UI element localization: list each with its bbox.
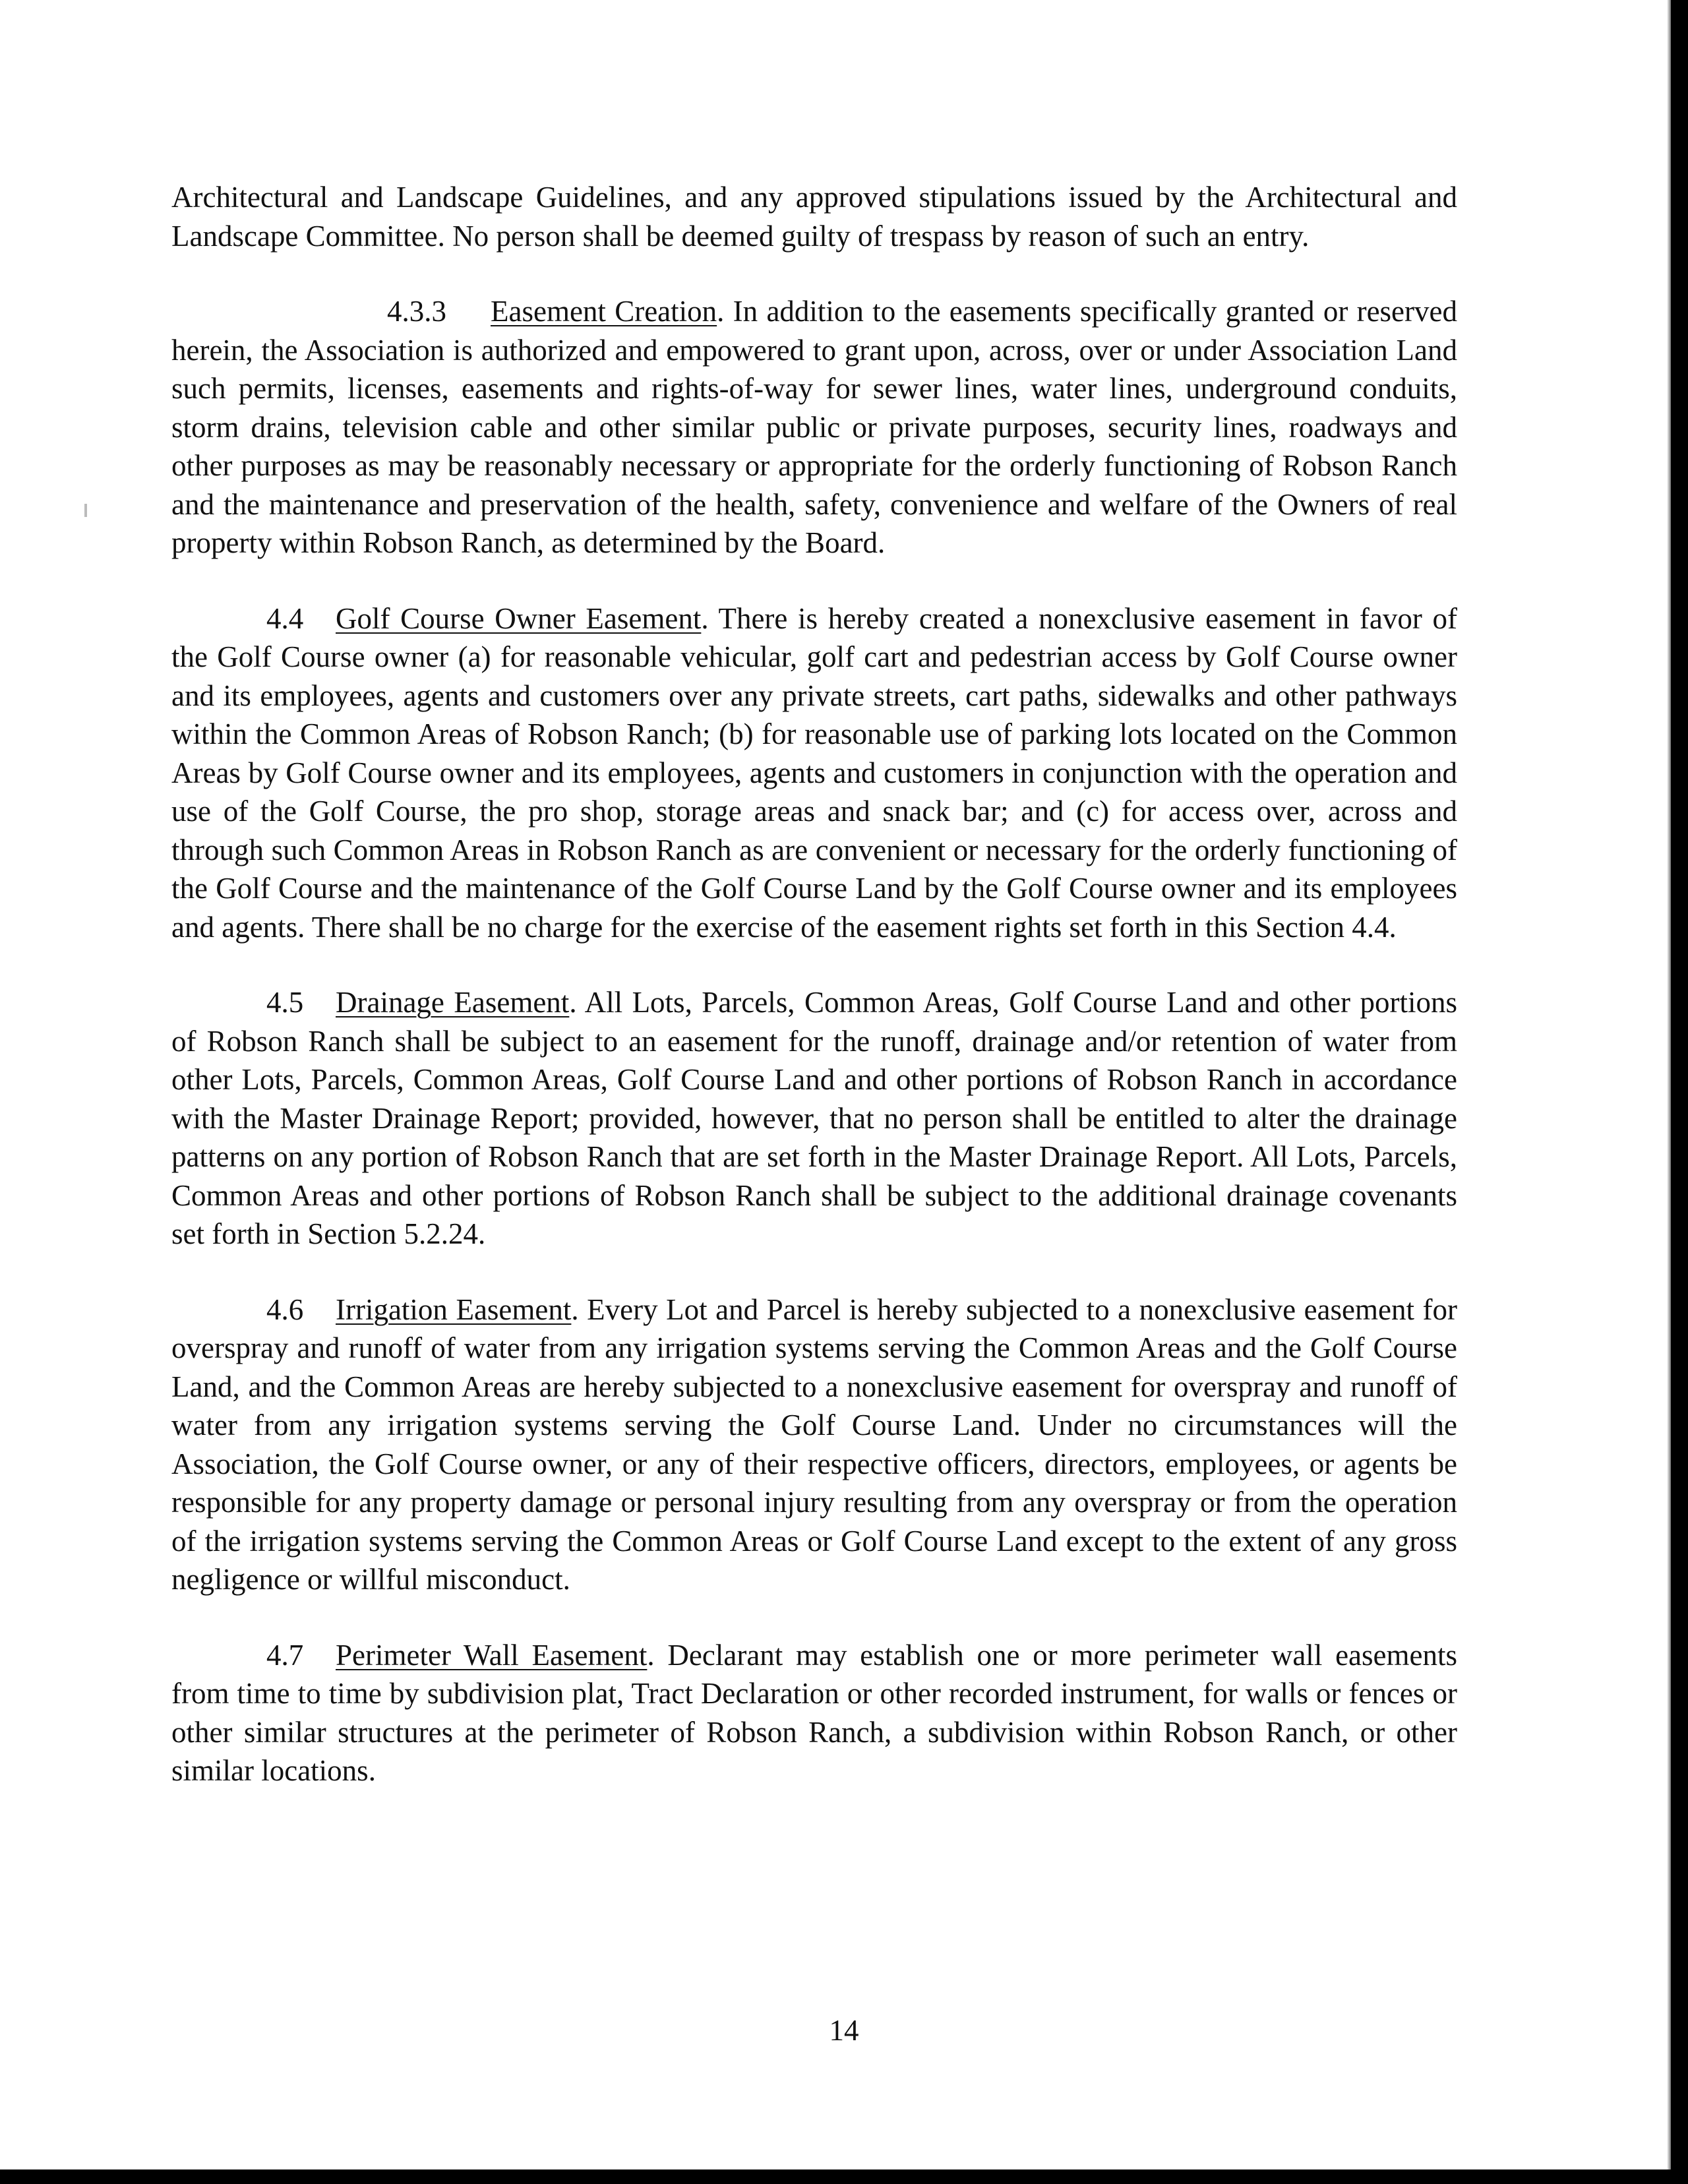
section-caption: Drainage Easement — [336, 986, 570, 1019]
page-number: 14 — [829, 2014, 859, 2047]
section-4-6 — [171, 1290, 1457, 1599]
paragraph-gap — [171, 1599, 1457, 1636]
section-number: 4.5 — [266, 986, 304, 1019]
section-4-5 — [171, 983, 1457, 1254]
section-number: 4.4 — [266, 601, 304, 635]
scan-speck — [84, 504, 87, 517]
section-body: . All Lots, Parcels, Common Areas, Golf Course Land and other portions of Robson Ranch shall be subject to an easement for the runoff, drainage and/or retention of water from other Lots, Parcels, Common Areas, Golf Course Land and other portions of Robson Ranch in accordance with the Master Drainage Report; provided, however, that no person shall be entitled to alter the drainage patterns on any portion of Robson Ranch that are set forth in the Master Drainage Report. All Lots, Parcels, Common Areas and other portions of Robson Ranch shall be subject to the additional drainage covenants set forth in Section 5.2.24. — [171, 986, 1457, 1250]
paragraph-gap — [171, 946, 1457, 983]
section-body: . In addition to the easements specifically granted or reserved herein, the Association is authorized and empowered to grant upon, across, over or under Association Land such permits, licenses, easements and rights-of-way for sewer lines, water lines, underground conduits, storm drains, television cable and other similar public or private purposes, security lines, roadways and other purposes as may be reasonably necessary or appropriate for the orderly functioning of Robson Ranch and the maintenance and preservation of the health, safety, convenience and welfare of the Owners of real property within Robson Ranch, as determined by the Board. — [171, 295, 1457, 559]
section-caption: Perimeter Wall Easement — [336, 1638, 648, 1672]
section-caption: Easement Creation — [491, 295, 717, 328]
section-4-3-3 — [171, 292, 1457, 562]
paragraph-gap — [171, 1254, 1457, 1290]
document-body — [171, 178, 1457, 1790]
section-caption: Golf Course Owner Easement — [336, 601, 702, 635]
section-body: . There is hereby created a nonexclusive easement in favor of the Golf Course owner (a) for reasonable vehicular, golf cart and pedestrian access by Golf Course owner and its employees, agents and customers over any private streets, cart paths, sidewalks and other pathways within the Common Areas of Robson Ranch; (b) for reasonable use of parking lots located on the Common Areas by Golf Course owner and its employees, agents and customers in conjunction with the operation and use of the Golf Course, the pro shop, storage areas and snack bar; and (c) for access over, across and through such Common Areas in Robson Ranch as are convenient or necessary for the orderly functioning of the Golf Course and the maintenance of the Golf Course Land by the Golf Course owner and its employees and agents. There shall be no charge for the exercise of the easement rights set forth in this Section 4.4. — [171, 601, 1457, 944]
paragraph-gap — [171, 562, 1457, 599]
section-number: 4.6 — [266, 1292, 304, 1326]
paragraph-gap — [171, 255, 1457, 292]
paragraph-continuation: Architectural and Landscape Guidelines, and any approved stipulations issued by the Architectural and Landscape Committee. No person shall be deemed guilty of trespass by reason of such an entry. — [171, 181, 1457, 253]
scan-edge-right — [1671, 0, 1688, 2184]
section-number: 4.7 — [266, 1638, 304, 1672]
section-body: . Every Lot and Parcel is hereby subjected to a nonexclusive easement for overspray and runoff of water from any irrigation systems serving the Common Areas and the Golf Course Land, and the Common Areas are hereby subjected to a nonexclusive easement for overspray and runoff of water from any irrigation systems serving the Golf Course Land. Under no circumstances will the Association, the Golf Course owner, or any of their respective officers, directors, employees, or agents be responsible for any property damage or personal injury resulting from any overspray or from the operation of the irrigation systems serving the Common Areas or Golf Course Land except to the extent of any gross negligence or willful misconduct. — [171, 1292, 1457, 1596]
section-caption: Irrigation Easement — [336, 1292, 572, 1326]
section-body: . Declarant may establish one or more perimeter wall easements from time to time by subdivision plat, Tract Declaration or other recorded instrument, for walls or fences or other similar structures at the perimeter of Robson Ranch, a subdivision within Robson Ranch, or other similar locations. — [171, 1638, 1457, 1787]
scan-edge-bottom — [0, 2169, 1688, 2184]
section-4-7 — [171, 1636, 1457, 1790]
section-4-4 — [171, 599, 1457, 947]
section-number: 4.3.3 — [387, 295, 446, 328]
